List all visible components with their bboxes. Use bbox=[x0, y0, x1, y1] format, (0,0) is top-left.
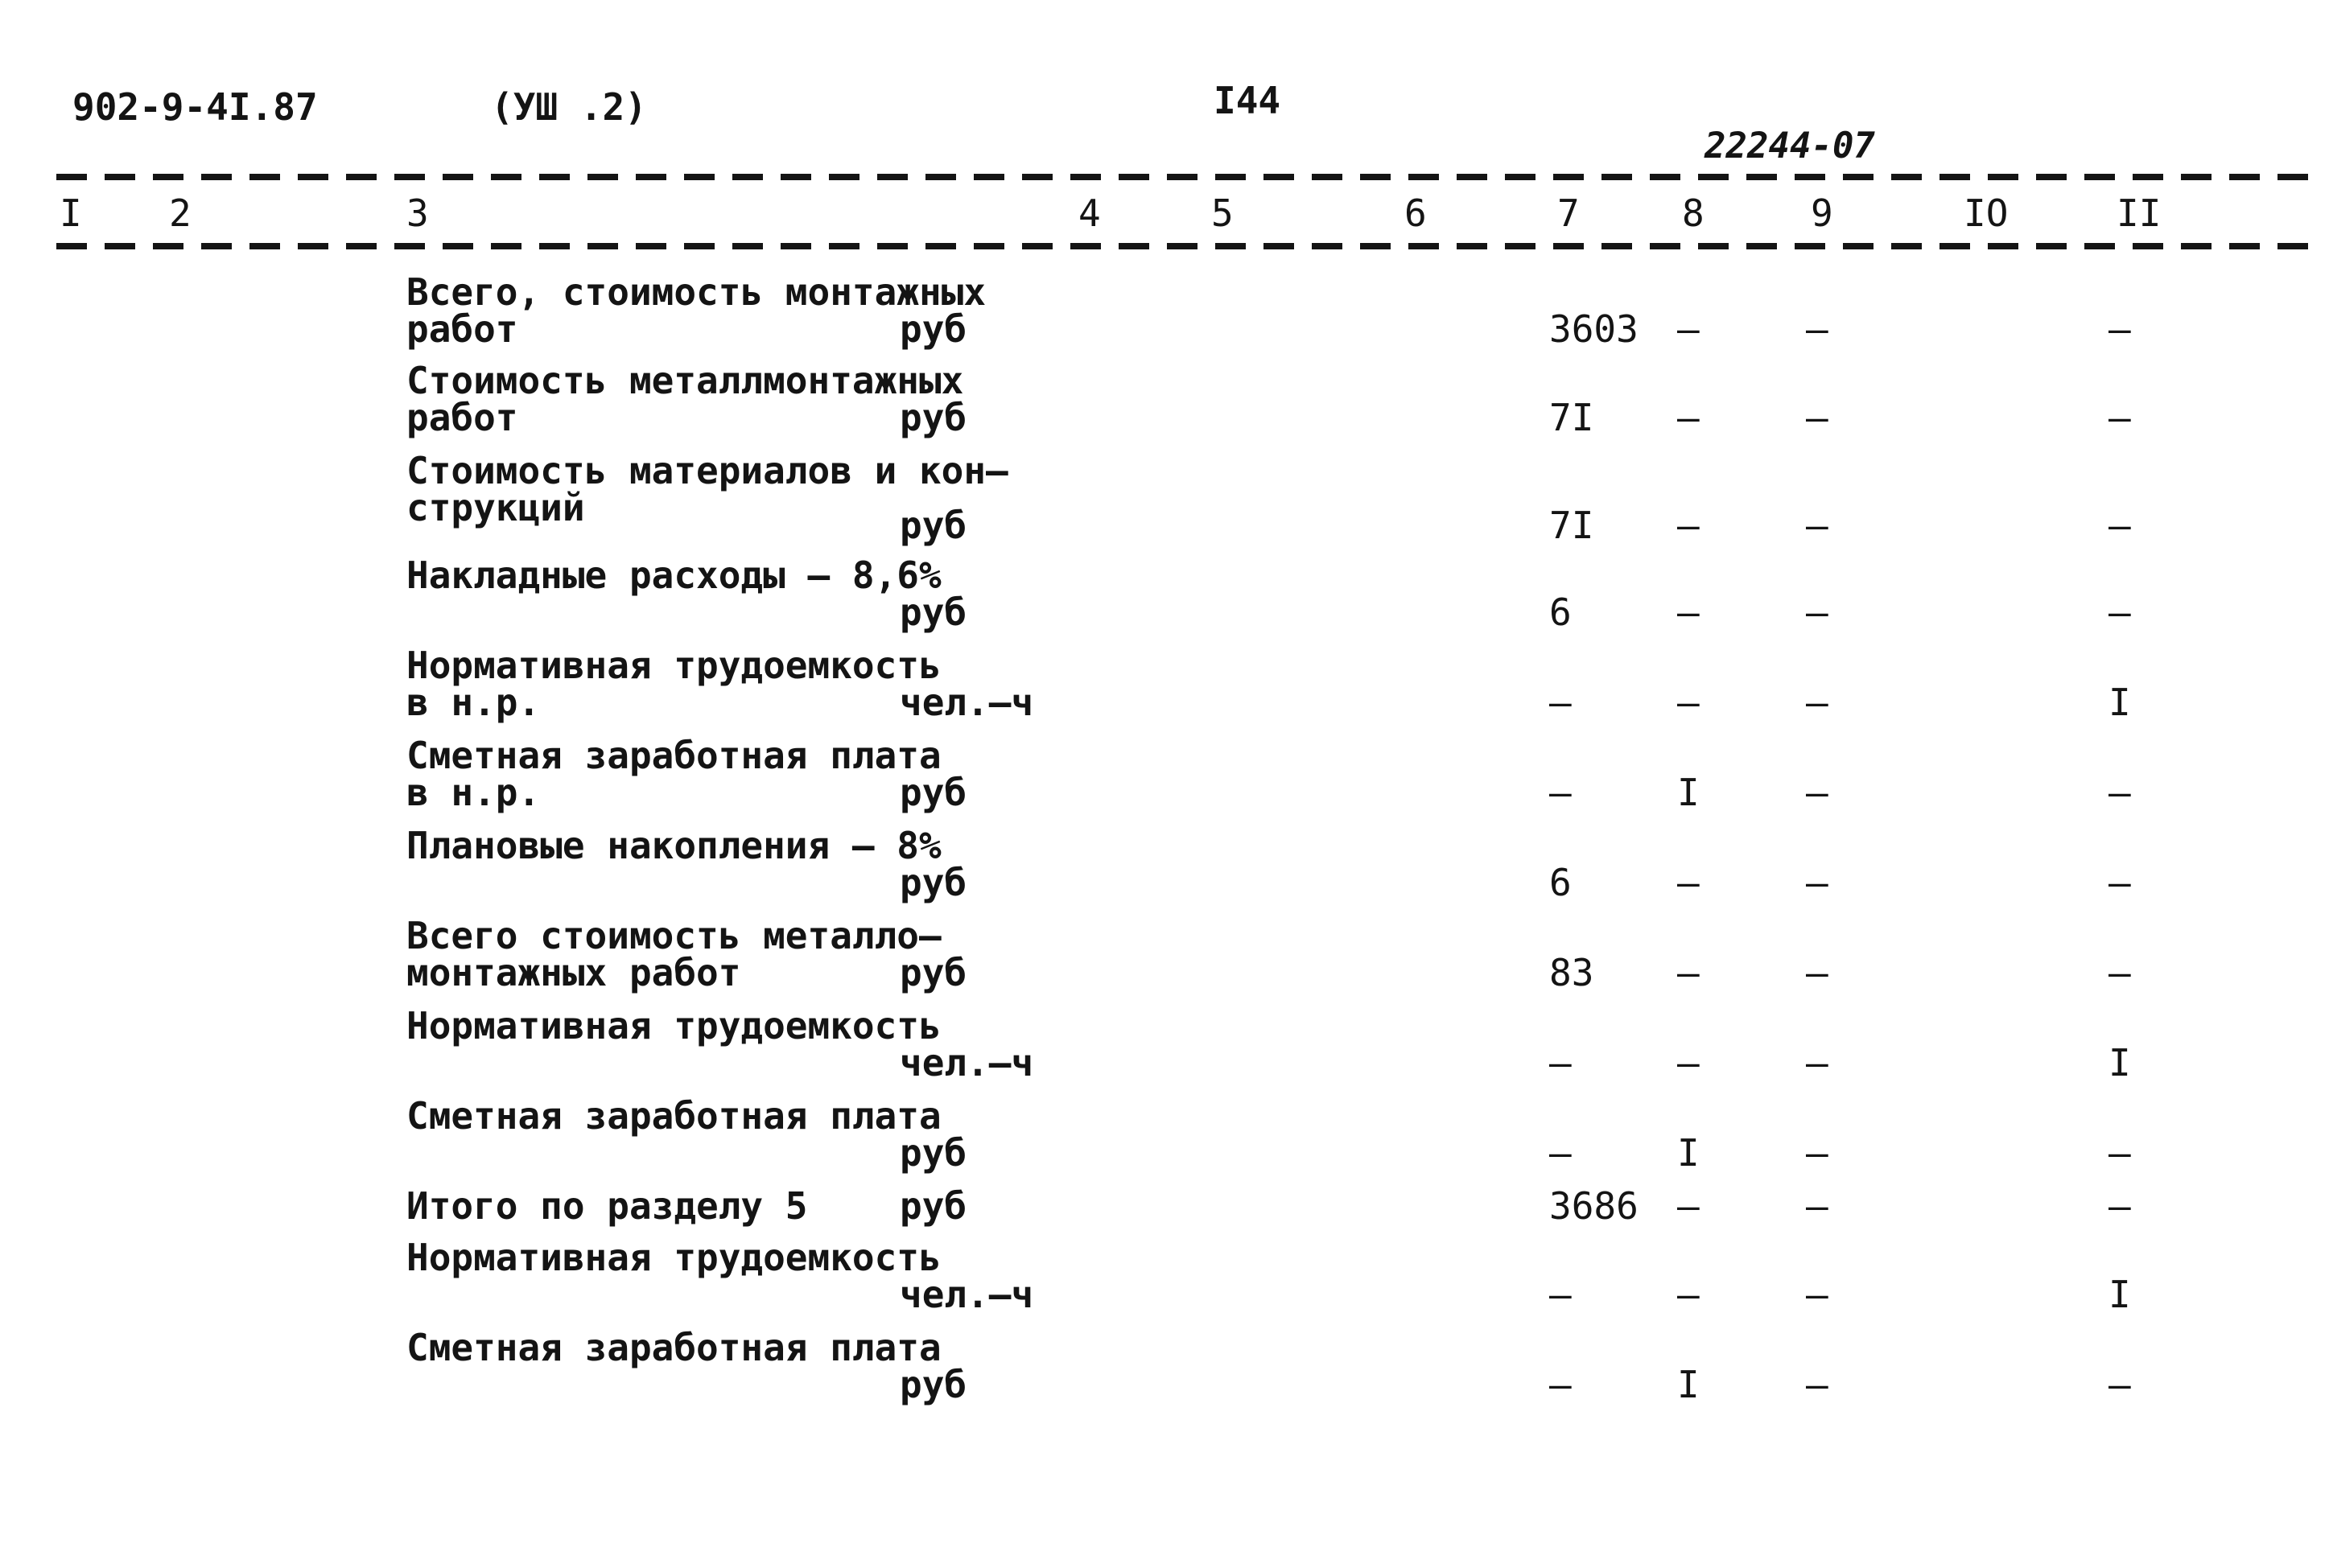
header-rule-bottom bbox=[56, 243, 2310, 249]
table-row bbox=[0, 824, 2329, 917]
cell-col9: – bbox=[1806, 307, 1828, 351]
cell-col11: – bbox=[2108, 307, 2131, 351]
cell-col8: – bbox=[1677, 951, 1700, 994]
cell-col11: – bbox=[2108, 771, 2131, 814]
column-number: 4 bbox=[1078, 191, 1101, 235]
column-number: I bbox=[60, 191, 82, 235]
section-reference: (УШ .2) bbox=[491, 85, 647, 129]
cell-col9: – bbox=[1806, 771, 1828, 814]
row-unit: руб bbox=[900, 771, 967, 814]
column-number: 3 bbox=[406, 191, 429, 235]
cell-col7: – bbox=[1549, 1363, 1572, 1406]
cell-col9: – bbox=[1806, 1131, 1828, 1175]
cell-col11: – bbox=[2108, 591, 2131, 634]
table-row bbox=[0, 1094, 2329, 1187]
table-row-subtotal bbox=[0, 1184, 2329, 1239]
cell-col8: I bbox=[1677, 771, 1700, 814]
cell-col7: – bbox=[1549, 771, 1572, 814]
cell-col7: – bbox=[1549, 1041, 1572, 1084]
table-row bbox=[0, 914, 2329, 1007]
table-row bbox=[0, 1236, 2329, 1329]
cell-col11: – bbox=[2108, 396, 2131, 439]
row-label: Сметная заработная плата bbox=[406, 1094, 942, 1138]
row-label: Нормативная трудоемкость bbox=[406, 1236, 942, 1279]
cell-col11: – bbox=[2108, 504, 2131, 547]
row-unit: руб bbox=[900, 861, 967, 904]
cell-col9: – bbox=[1806, 681, 1828, 724]
row-unit: чел.–ч bbox=[900, 1041, 1034, 1084]
row-unit: руб bbox=[900, 1131, 967, 1175]
cell-col8: – bbox=[1677, 681, 1700, 724]
cell-col11: I bbox=[2108, 681, 2131, 724]
cell-col9: – bbox=[1806, 1041, 1828, 1084]
page-number: I44 bbox=[1214, 79, 1281, 122]
cell-col8: – bbox=[1677, 504, 1700, 547]
row-unit: руб bbox=[900, 396, 967, 439]
cell-col9: – bbox=[1806, 396, 1828, 439]
table-row bbox=[0, 734, 2329, 827]
table-row bbox=[0, 359, 2329, 452]
cell-col8: – bbox=[1677, 1273, 1700, 1316]
row-label: Стоимость металлмонтажных работ bbox=[406, 359, 964, 439]
table-row bbox=[0, 449, 2329, 557]
cell-col8: I bbox=[1677, 1363, 1700, 1406]
cell-col8: – bbox=[1677, 307, 1700, 351]
cell-col7: 6 bbox=[1549, 591, 1572, 634]
cell-col9: – bbox=[1806, 861, 1828, 904]
row-label: Всего, стоимость монтажных работ bbox=[406, 270, 987, 351]
cell-col7: 6 bbox=[1549, 861, 1572, 904]
row-unit: чел.–ч bbox=[900, 1273, 1034, 1316]
cost-table-body bbox=[0, 270, 2329, 1419]
cell-col8: – bbox=[1677, 1184, 1700, 1228]
cell-col9: – bbox=[1806, 591, 1828, 634]
table-row bbox=[0, 1004, 2329, 1097]
table-row bbox=[0, 554, 2329, 647]
row-label: Сметная заработная плата bbox=[406, 1326, 942, 1369]
stamp-code: 22244-07 bbox=[1704, 126, 1875, 167]
row-unit: руб bbox=[900, 307, 967, 351]
cell-col11: – bbox=[2108, 1363, 2131, 1406]
cell-col7: – bbox=[1549, 1131, 1572, 1175]
cell-col11: – bbox=[2108, 861, 2131, 904]
cell-col7: 7I bbox=[1549, 504, 1594, 547]
cell-col9: – bbox=[1806, 1184, 1828, 1228]
column-number: 8 bbox=[1682, 191, 1704, 235]
row-label: Нормативная трудоемкость bbox=[406, 1004, 942, 1047]
column-number: IO bbox=[1964, 191, 2009, 235]
row-label: Накладные расходы – 8,6% bbox=[406, 554, 942, 597]
column-number: 2 bbox=[169, 191, 192, 235]
column-number: 7 bbox=[1557, 191, 1580, 235]
cell-col8: – bbox=[1677, 396, 1700, 439]
cell-col11: – bbox=[2108, 1131, 2131, 1175]
column-number: 5 bbox=[1211, 191, 1234, 235]
cell-col11: – bbox=[2108, 1184, 2131, 1228]
row-unit: руб bbox=[900, 1363, 967, 1406]
cell-col11: – bbox=[2108, 951, 2131, 994]
row-label: Нормативная трудоемкость в н.р. bbox=[406, 644, 942, 724]
cell-col8: – bbox=[1677, 861, 1700, 904]
cell-col9: – bbox=[1806, 1363, 1828, 1406]
header-rule-top bbox=[56, 174, 2310, 180]
cell-col8: I bbox=[1677, 1131, 1700, 1175]
row-unit: руб bbox=[900, 1184, 967, 1228]
cell-col7: 3603 bbox=[1549, 307, 1639, 351]
cell-col9: – bbox=[1806, 1273, 1828, 1316]
cell-col8: – bbox=[1677, 591, 1700, 634]
row-label: Сметная заработная плата в н.р. bbox=[406, 734, 942, 814]
column-number: 9 bbox=[1811, 191, 1833, 235]
cell-col7: 7I bbox=[1549, 396, 1594, 439]
row-unit: руб bbox=[900, 504, 967, 547]
cell-col7: – bbox=[1549, 681, 1572, 724]
row-unit: руб bbox=[900, 951, 967, 994]
table-row bbox=[0, 1326, 2329, 1419]
row-label: Всего стоимость металло– монтажных работ bbox=[406, 914, 942, 994]
cell-col7: 3686 bbox=[1549, 1184, 1639, 1228]
cell-col7: 83 bbox=[1549, 951, 1594, 994]
cell-col8: – bbox=[1677, 1041, 1700, 1084]
cell-col11: I bbox=[2108, 1273, 2131, 1316]
row-label: Стоимость материалов и кон– струкций bbox=[406, 449, 1008, 529]
column-number: 6 bbox=[1404, 191, 1427, 235]
row-label: Плановые накопления – 8% bbox=[406, 824, 942, 867]
column-number: II bbox=[2117, 191, 2162, 235]
row-label: Итого по разделу 5 bbox=[406, 1184, 808, 1228]
cell-col9: – bbox=[1806, 951, 1828, 994]
table-row bbox=[0, 270, 2329, 362]
table-row bbox=[0, 644, 2329, 737]
cell-col7: – bbox=[1549, 1273, 1572, 1316]
document-number: 902-9-4I.87 bbox=[72, 85, 318, 129]
cell-col11: I bbox=[2108, 1041, 2131, 1084]
row-unit: руб bbox=[900, 591, 967, 634]
cell-col9: – bbox=[1806, 504, 1828, 547]
row-unit: чел.–ч bbox=[900, 681, 1034, 724]
